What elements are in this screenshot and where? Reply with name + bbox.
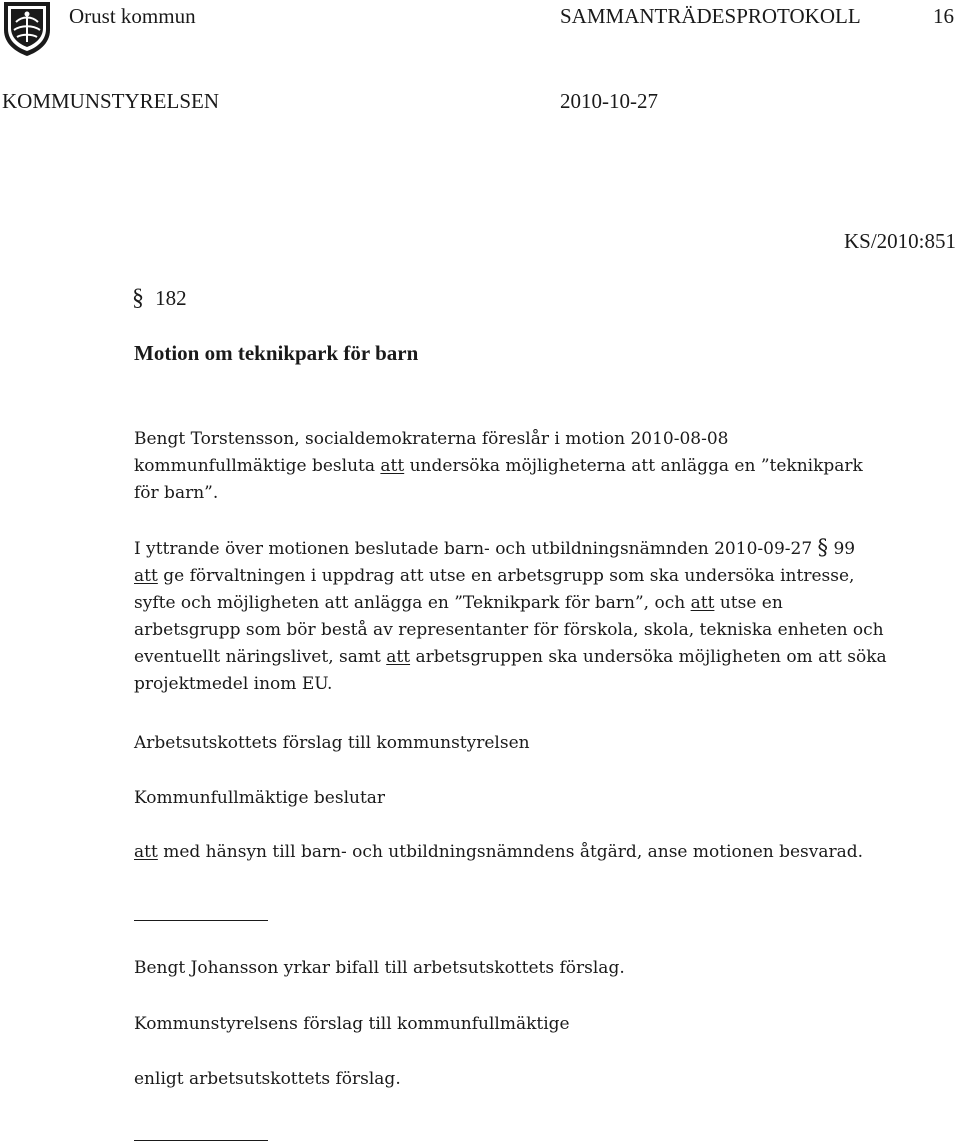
statement-line: arbetsgrupp som bör bestå av representanter för förskola, skola, tekniska enheten och — [134, 620, 884, 640]
municipality-logo — [2, 0, 52, 58]
paragraph-number: 182 — [155, 286, 187, 310]
committee-name: KOMMUNSTYRELSEN — [2, 89, 220, 113]
statement-line: I yttrande över motionen beslutade barn- och utbildningsnämnden 2010-09-27 § 99 — [134, 535, 856, 559]
paragraph-marker — [132, 285, 187, 312]
kf-decision-heading: Kommunfullmäktige beslutar — [134, 788, 386, 808]
decision-text: att med hänsyn till barn- och utbildningsnämndens åtgärd, anse motionen besvarad. — [134, 842, 864, 862]
case-number: KS/2010:851 — [843, 229, 956, 253]
intro-line: kommunfullmäktige besluta att undersöka möjligheterna att anlägga en ”teknikpark — [134, 456, 863, 476]
meeting-date: 2010-10-27 — [560, 89, 658, 113]
coat-of-arms-icon — [2, 0, 52, 58]
intro-line: för barn”. — [134, 483, 219, 503]
section-symbol: § — [132, 285, 144, 311]
statement-line: att ge förvaltningen i uppdrag att utse en arbetsgrupp som ska undersöka intresse, — [134, 566, 855, 586]
statement-line: eventuellt näringslivet, samt att arbetsgruppen ska undersöka möjligheten om att söka — [134, 647, 887, 667]
ks-proposal-heading: Kommunstyrelsens förslag till kommunfullmäktige — [134, 1014, 570, 1034]
statement-line: projektmedel inom EU. — [134, 674, 333, 694]
motion-remark: Bengt Johansson yrkar bifall till arbetsutskottets förslag. — [134, 958, 625, 978]
document-type: SAMMANTRÄDESPROTOKOLL — [560, 4, 861, 28]
page-number: 16 — [933, 4, 954, 28]
au-proposal-heading: Arbetsutskottets förslag till kommunstyrelsen — [134, 733, 530, 753]
statement-line: syfte och möjligheten att anlägga en ”Teknikpark för barn”, och att utse en — [134, 593, 783, 613]
statement-paragraph — [134, 536, 954, 698]
municipality-name: Orust kommun — [69, 4, 196, 28]
intro-line: Bengt Torstensson, socialdemokraterna föreslår i motion 2010-08-08 — [134, 429, 729, 449]
separator-line — [134, 1140, 268, 1141]
ks-decision-text: enligt arbetsutskottets förslag. — [134, 1069, 401, 1089]
page-title: Motion om teknikpark för barn — [134, 341, 419, 365]
intro-paragraph — [134, 426, 954, 507]
separator-line — [134, 920, 268, 921]
